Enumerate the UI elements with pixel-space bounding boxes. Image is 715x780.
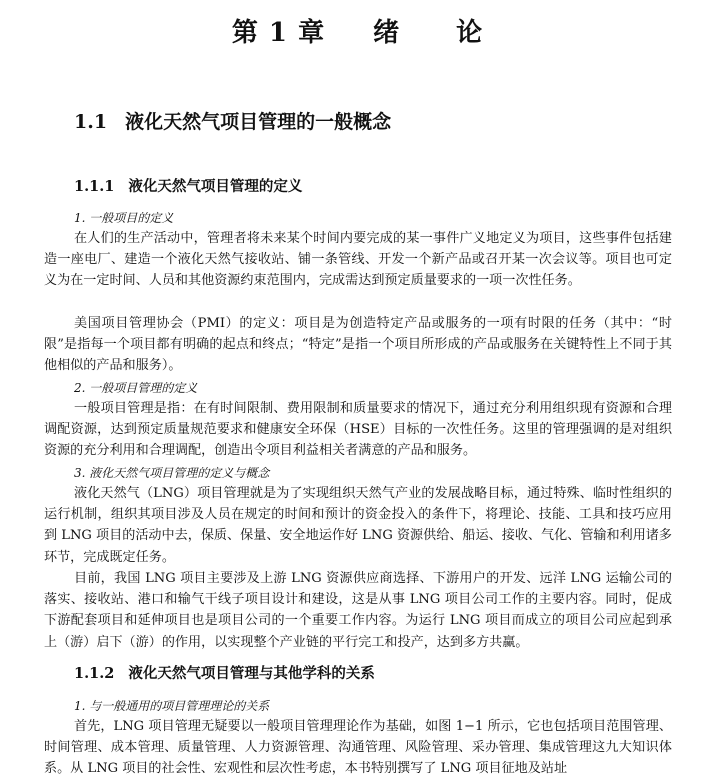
paragraph-2: 美国项目管理协会（PMI）的定义：项目是为创造特定产品或服务的一项有时限的任务（其中：“时限”是指每一个项目都有明确的起点和终点；“特定”是指一个项目所形成的产品或服务在关键特性上不同于其他相似的产品和服务）。 bbox=[44, 316, 672, 374]
section-number: 1.1 bbox=[74, 111, 108, 133]
item-heading-3: 3. 液化天然气项目管理的定义与概念 bbox=[74, 466, 270, 480]
chapter-number: 第 1 章 bbox=[231, 18, 326, 48]
paragraph-4: 液化天然气（LNG）项目管理就是为了实现组织天然气产业的发展战略目标，通过特殊、临时性组织的运行机制，组织其项目涉及人员在规定的时间和预计的资金投入的条件下，将理论、技能、工具和技巧应用到 LNG 项目的活动中去，保质、保量、安全地运作好 LNG 资源供给、船运、接收、气化、管输和利用诸多环节，完成既定任务。 bbox=[44, 486, 672, 565]
chapter-title-char-2: 论 bbox=[456, 18, 484, 48]
section-heading bbox=[74, 107, 391, 134]
subsection-number: 1.1.1 bbox=[74, 178, 115, 195]
paragraph-3: 一般项目管理是指：在有时间限制、费用限制和质量要求的情况下，通过充分利用组织现有资源和合理调配资源，达到预定质量规范要求和健康安全环保（HSE）目标的一次性任务。这里的管理强调的是对组织资源的充分利用和合理调配，创造出令项目利益相关者满意的产品和服务。 bbox=[44, 401, 672, 459]
paragraph-1: 在人们的生产活动中，管理者将未来某个时间内要完成的某一事件广义地定义为项目，这些事件包括建造一座电厂、建造一个液化天然气接收站、铺一条管线、开发一个新产品或召开某一次会议等。项目也可定义为在一定时间、人员和其他资源约束范围内，完成需达到预定质量要求的一项一次性任务。 bbox=[44, 231, 672, 289]
subsection-heading-1 bbox=[74, 175, 302, 196]
subsection-number: 1.1.2 bbox=[74, 665, 115, 682]
subsection-title: 液化天然气项目管理的定义 bbox=[128, 178, 303, 195]
subsection-heading-2 bbox=[74, 662, 375, 683]
item-heading-4: 1. 与一般通用的项目管理理论的关系 bbox=[74, 699, 270, 713]
subsection-title: 液化天然气项目管理与其他学科的关系 bbox=[128, 665, 375, 682]
item-heading-1: 1. 一般项目的定义 bbox=[74, 211, 174, 225]
paragraph-5: 目前，我国 LNG 项目主要涉及上游 LNG 资源供应商选择、下游用户的开发、远洋 LNG 运输公司的落实、接收站、港口和输气干线子项目设计和建设，这是从事 LNG 项目公司工作的主要内容。同时，促成下游配套项目和延伸项目也是项目公司的一个重要工作内容。为运行 LNG 项目而成立的项目公司应起到承上（游）启下（游）的作用，以实现整个产业链的平行完工和投产，达到多方共赢。 bbox=[44, 571, 672, 650]
item-heading-2: 2. 一般项目管理的定义 bbox=[74, 381, 198, 395]
chapter-title bbox=[0, 12, 715, 49]
chapter-title-char-1: 绪 bbox=[373, 18, 401, 48]
section-title: 液化天然气项目管理的一般概念 bbox=[125, 111, 392, 133]
paragraph-6: 首先，LNG 项目管理无疑要以一般项目管理理论作为基础，如图 1−1 所示，它也包括项目范围管理、时间管理、成本管理、质量管理、人力资源管理、沟通管理、风险管理、采办管理、集成管理这九大知识体系。从 LNG 项目的社会性、宏观性和层次性考虑，本书特别撰写了 LNG 项目征地及站址 bbox=[44, 719, 672, 777]
